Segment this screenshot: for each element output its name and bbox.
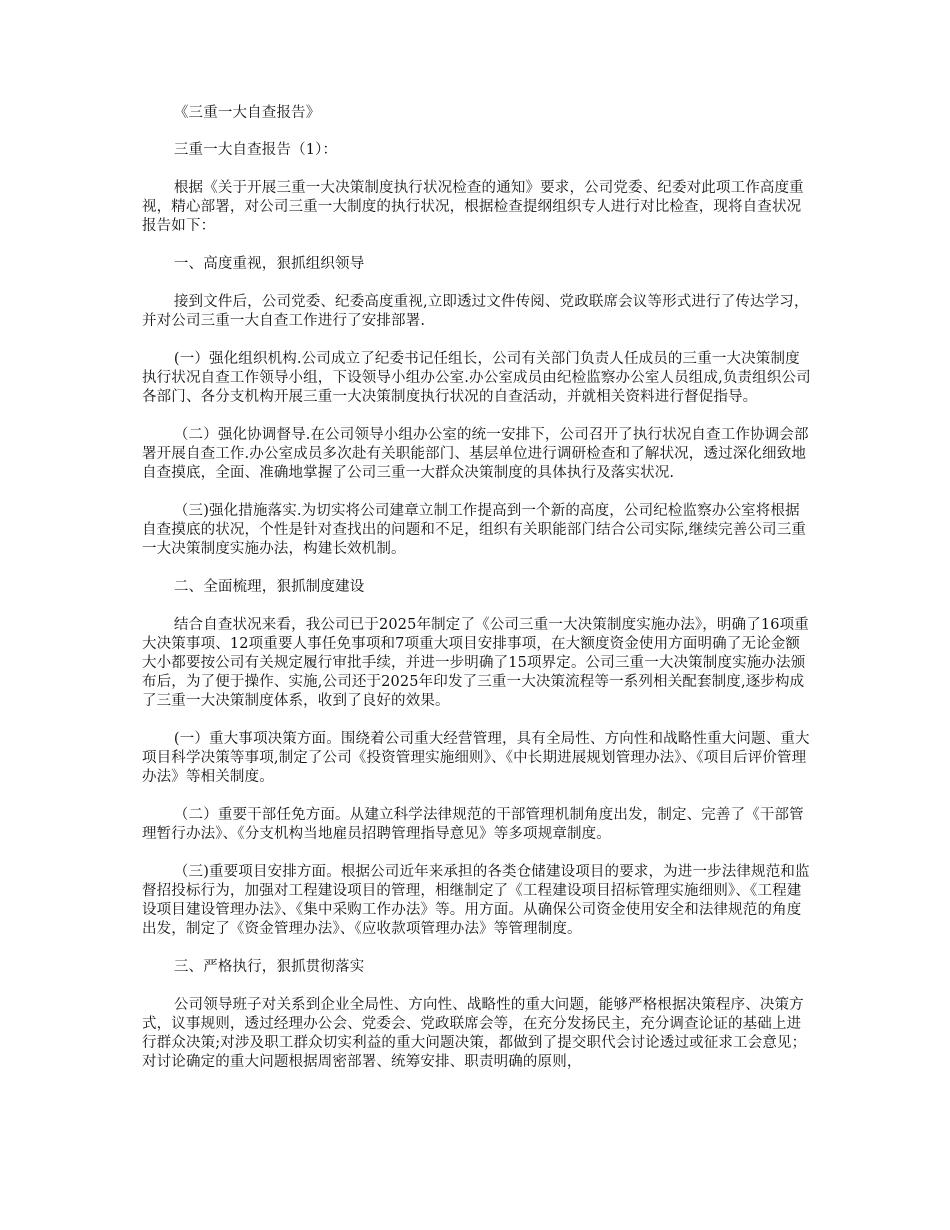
document-body: [142, 104, 814, 1091]
paragraph: 接到文件后，公司党委、纪委高度重视,立即透过文件传阅、党政联席会议等形式进行了传达学习，并对公司三重一大自查工作进行了安排部署.: [142, 294, 809, 329]
document-subtitle: 三重一大自查报告（1）：: [173, 142, 338, 158]
section-heading-1: 一、高度重视，狠抓组织领导: [173, 256, 365, 272]
paragraph: (一）强化组织机构.公司成立了纪委书记任组长，公司有关部门负责人任成员的三重一大决策制度执行状况自查工作领导小组，下设领导小组办公室.办公室成员由纪检监察办公室人员组成,负责组织公司各部门、各分支机构开展三重一大决策制度执行状况的自查活动，并就相关资料进行督促指导。: [142, 351, 811, 405]
section-heading-3: 三、严格执行，狠抓贯彻落实: [173, 959, 365, 975]
paragraph: （二）重要干部任免方面。从建立科学法律规范的干部管理机制角度出发，制定、完善了《干部管理暂行办法》、《分支机构当地雇员招聘管理指导意见》等多项规章制度。: [142, 807, 804, 842]
paragraph: （三)重要项目安排方面。根据公司近年来承担的各类仓储建设项目的要求，为进一步法律规范和监督招投标行为，加强对工程建设项目的管理，相继制定了《工程建设项目招标管理实施细则》、《工程建设项目建设管理办法》、《集中采购工作办法》等。用方面。从确保公司资金使用安全和法律规范的角度出发，制定了《资金管理办法》、《应收款项管理办法》等管理制度。: [142, 864, 810, 937]
paragraph: 公司领导班子对关系到企业全局性、方向性、战略性的重大问题，能够严格根据决策程序、决策方式，议事规则，透过经理办公会、党委会、党政联席会等，在充分发扬民主，充分调查论证的基础上进行群众决策;对涉及职工群众切实利益的重大问题决策，都做到了提交职代会讨论透过或征求工会意见；对讨论确定的重大问题根据周密部署、统筹安排、职责明确的原则，: [142, 997, 807, 1070]
paragraph: （二）强化协调督导.在公司领导小组办公室的统一安排下，公司召开了执行状况自查工作协调会部署开展自查工作.办公室成员多次赴有关职能部门、基层单位进行调研检查和了解状况，透过深化细致地自查摸底，全面、准确地掌握了公司三重一大群众决策制度的具体执行及落实状况.: [142, 427, 809, 481]
paragraph: (一）重大事项决策方面。围绕着公司重大经营管理，具有全局性、方向性和战略性重大问题、重大项目科学决策等事项,制定了公司《投资管理实施细则》、《中长期进展规划管理办法》、《项目后评价管理办法》等相关制度。: [142, 731, 810, 785]
paragraph-intro: 根据《关于开展三重一大决策制度执行状况检查的通知》要求，公司党委、纪委对此项工作高度重视，精心部署，对公司三重一大制度的执行状况，根据检查提纲组织专人进行对比检查，现将自查状况报告如下：: [142, 180, 804, 234]
paragraph: （三)强化措施落实.为切实将公司建章立制工作提高到一个新的高度，公司纪检监察办公室将根据自查摸底的状况，个性是针对查找出的问题和不足，组织有关职能部门结合公司实际,继续完善公司三重一大决策制度实施办法，构建长效机制。: [142, 503, 807, 557]
document-title: 《三重一大自查报告》: [173, 105, 321, 121]
paragraph: 结合自查状况来看，我公司已于2025年制定了《公司三重一大决策制度实施办法》，明确了16项重大决策事项、12项重要人事任免事项和7项重大项目安排事项，在大额度资金使用方面明确了无论金额大小都要按公司有关规定履行审批手续，并进一步明确了15项界定。公司三重一大决策制度实施办法颁布后，为了便于操作、实施,公司还于2025年印发了三重一大决策流程等一系列相关配套制度,逐步构成了三重一大决策制度体系，收到了良好的效果。: [142, 617, 809, 709]
section-heading-2: 二、全面梳理，狠抓制度建设: [173, 579, 365, 595]
